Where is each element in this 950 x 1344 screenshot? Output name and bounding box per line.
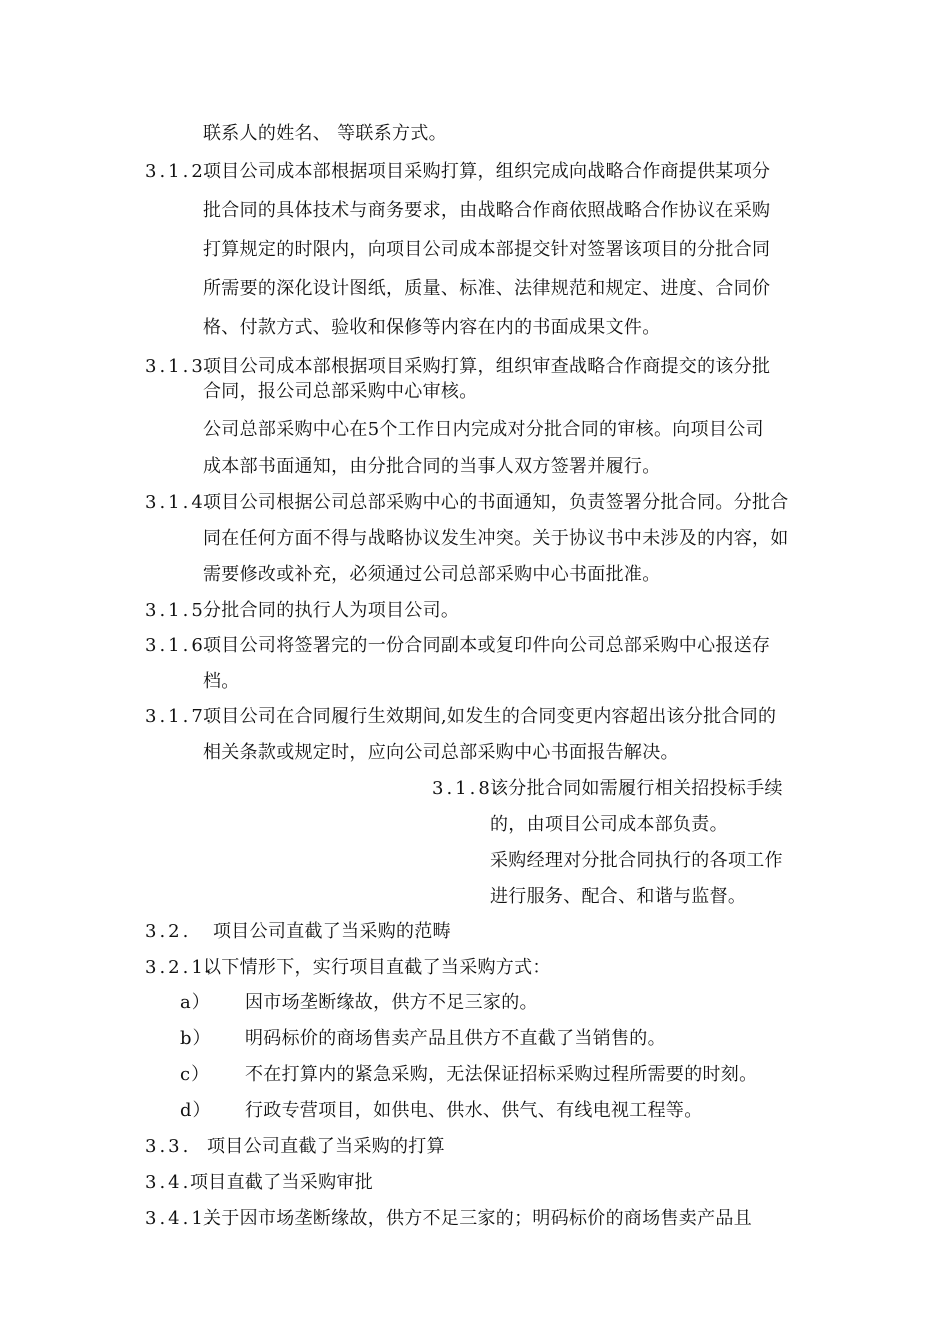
text-line: 采购经理对分批合同执行的各项工作 [490,850,783,871]
text-line: 合同，报公司总部采购中心审核。 [203,381,478,402]
list-marker: d） [180,1100,212,1121]
section-number: 3.3. [145,1136,192,1157]
list-item: 明码标价的商场售卖产品且供方不直截了当销售的。 [245,1028,666,1049]
clause-number: 3.2.1. [145,957,215,978]
clause-number: 3.1.7. [145,706,215,727]
clause-number: 3.1.8. [432,778,502,799]
clause-number: 3.1.3. [145,356,215,377]
text-line: 项目公司成本部根据项目采购打算，组织完成向战略合作商提供某项分 [203,161,771,182]
text-line: 的，由项目公司成本部负责。 [490,814,728,835]
text-line: 项目公司将签署完的一份合同副本或复印件向公司总部采购中心报送存 [203,635,771,656]
text-line: 成本部书面通知，由分批合同的当事人双方签署并履行。 [203,456,661,477]
section-number: 3.2. [145,921,192,942]
text-line: 进行服务、配合、和谐与监督。 [490,886,747,907]
section-number: 3.4. [145,1172,192,1193]
text-line: 关于因市场垄断缘故，供方不足三家的；明码标价的商场售卖产品且 [203,1208,752,1229]
text-line: 打算规定的时限内，向项目公司成本部提交针对签署该项目的分批合同 [203,239,771,260]
section-heading: 项目公司直截了当采购的打算 [207,1136,445,1157]
clause-number: 3.1.5. [145,600,215,621]
text-line: 公司总部采购中心在5个工作日内完成对分批合同的审核。向项目公司 [203,419,764,440]
list-marker: c） [180,1064,211,1085]
clause-number: 3.1.6. [145,635,215,656]
list-item: 因市场垄断缘故，供方不足三家的。 [245,992,538,1013]
list-item: 行政专营项目，如供电、供水、供气、有线电视工程等。 [245,1100,703,1121]
list-marker: a） [180,992,211,1013]
list-item: 不在打算内的紧急采购，无法保证招标采购过程所需要的时刻。 [245,1064,758,1085]
clause-number: 3.4.1. [145,1208,215,1229]
text-line: 联系人的姓名、 等联系方式。 [203,123,447,144]
clause-number: 3.1.2. [145,161,215,182]
text-line: 相关条款或规定时，应向公司总部采购中心书面报告解决。 [203,742,679,763]
section-heading: 项目公司直截了当采购的范畴 [213,921,451,942]
text-line: 项目公司在合同履行生效期间,如发生的合同变更内容超出该分批合同的 [203,706,777,727]
text-line: 项目公司成本部根据项目采购打算，组织审查战略合作商提交的该分批 [203,356,771,377]
text-line: 项目公司根据公司总部采购中心的书面通知，负责签署分批合同。分批合 [203,492,789,513]
text-line: 档。 [203,671,240,692]
list-marker: b） [180,1028,212,1049]
text-line: 所需要的深化设计图纸，质量、标准、法律规范和规定、进度、合同价 [203,278,771,299]
text-line: 批合同的具体技术与商务要求，由战略合作商依照战略合作协议在采购 [203,200,771,221]
text-line: 以下情形下，实行项目直截了当采购方式： [203,957,551,978]
clause-number: 3.1.4. [145,492,215,513]
text-line: 需要修改或补充，必须通过公司总部采购中心书面批准。 [203,564,661,585]
section-heading: 项目直截了当采购审批 [190,1172,373,1193]
text-line: 同在任何方面不得与战略协议发生冲突。关于协议书中未涉及的内容，如 [203,528,789,549]
text-line: 该分批合同如需履行相关招投标手续 [490,778,783,799]
text-line: 格、付款方式、验收和保修等内容在内的书面成果文件。 [203,317,661,338]
text-line: 分批合同的执行人为项目公司。 [203,600,460,621]
